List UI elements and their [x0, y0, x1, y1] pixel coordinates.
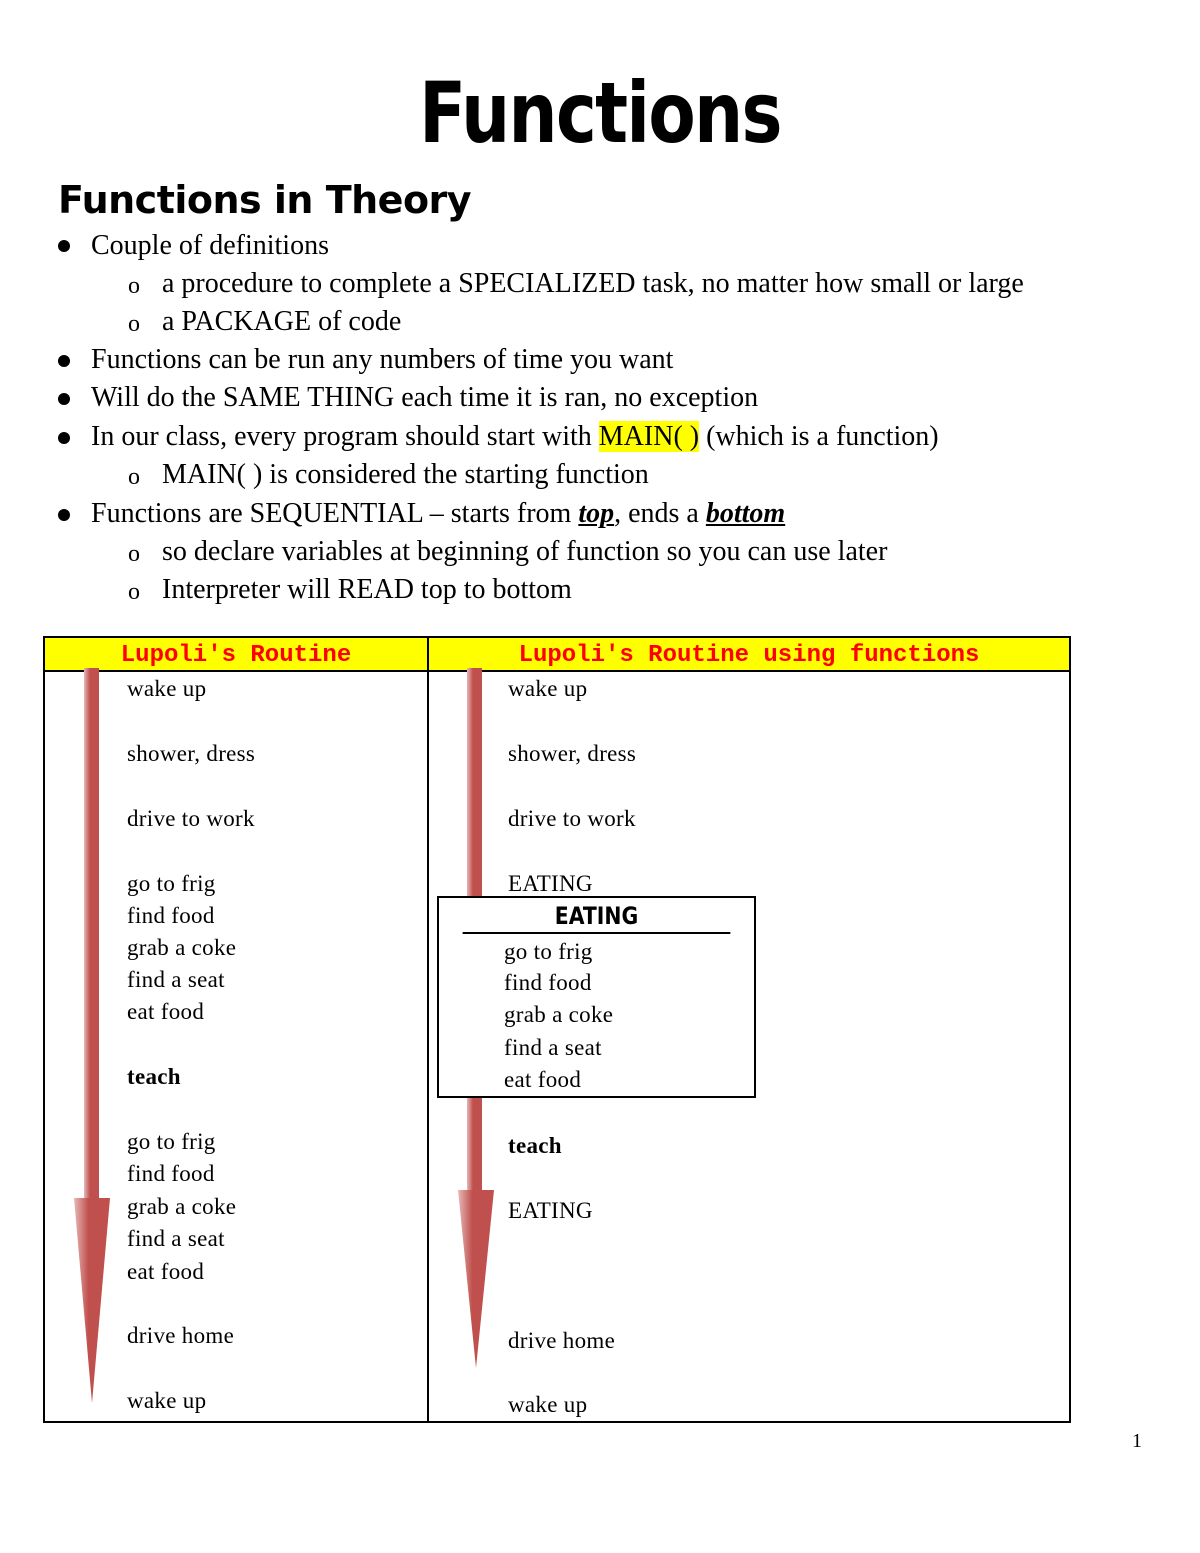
- emphasis-bottom: bottom: [705, 498, 786, 529]
- bullet-icon: [58, 355, 70, 367]
- eating-box-title: EATING: [463, 898, 731, 934]
- routine-step: find a seat: [127, 1226, 225, 1251]
- sub-bullet-icon: o: [128, 311, 140, 337]
- routine-step: find food: [127, 1161, 215, 1186]
- routine-step: grab a coke: [127, 935, 237, 960]
- sub-bullet-icon: o: [128, 579, 140, 605]
- col1-header: Lupoli's Routine: [45, 638, 427, 672]
- down-arrow-icon: [70, 668, 120, 1408]
- routine-step: go to frig: [127, 1129, 216, 1154]
- routine-step: drive to work: [127, 806, 255, 831]
- column-divider: [427, 638, 429, 1421]
- list-item: MAIN( ) is considered the starting function: [162, 459, 649, 490]
- bullet-icon: [58, 432, 70, 444]
- routine-step: shower, dress: [127, 741, 256, 766]
- list-item: a procedure to complete a SPECIALIZED task, no matter how small or large: [162, 268, 1024, 299]
- routine-step-eating: EATING: [508, 871, 593, 896]
- routine-step: find a seat: [127, 967, 225, 992]
- eating-step: grab a coke: [504, 1002, 614, 1027]
- routine-step: teach: [508, 1133, 562, 1158]
- eating-step: find a seat: [504, 1035, 602, 1060]
- list-item: Interpreter will READ top to bottom: [162, 574, 572, 605]
- text-segment: In our class, every program should start with: [91, 421, 599, 452]
- list-item: Couple of definitions: [91, 230, 329, 261]
- eating-function-box: [437, 896, 756, 1098]
- list-item: [91, 495, 785, 533]
- routine-step: wake up: [127, 676, 207, 701]
- sub-bullet-icon: o: [128, 541, 140, 567]
- routine-step: eat food: [127, 999, 205, 1024]
- highlighted-main: MAIN( ): [598, 421, 700, 452]
- routine-step: wake up: [508, 1392, 588, 1417]
- bullet-icon: [58, 240, 70, 252]
- section-heading: Functions in Theory: [58, 178, 472, 222]
- routine-step: find food: [127, 903, 215, 928]
- eating-step: go to frig: [504, 939, 593, 964]
- list-item: [91, 418, 939, 456]
- list-item: so declare variables at beginning of function so you can use later: [162, 536, 888, 567]
- routine-step: shower, dress: [508, 741, 637, 766]
- routine-step-eating: EATING: [508, 1198, 593, 1223]
- routine-step: drive home: [508, 1328, 616, 1353]
- list-item: a PACKAGE of code: [162, 306, 402, 337]
- page-title: Functions: [419, 64, 781, 162]
- text-segment: (which is a function): [699, 421, 939, 452]
- eating-step: eat food: [504, 1067, 582, 1092]
- page-number: 1: [1132, 1430, 1142, 1452]
- routine-step: go to frig: [127, 871, 216, 896]
- col2-header: Lupoli's Routine using functions: [429, 638, 1069, 672]
- routine-step: wake up: [127, 1388, 207, 1413]
- text-segment: , ends a: [614, 498, 706, 529]
- bullet-icon: [58, 393, 70, 405]
- text-segment: Functions are SEQUENTIAL – starts from: [91, 498, 579, 529]
- routine-step: drive to work: [508, 806, 636, 831]
- routine-step: grab a coke: [127, 1194, 237, 1219]
- emphasis-top: top: [578, 498, 615, 529]
- routine-step: teach: [127, 1064, 181, 1089]
- list-item: Functions can be run any numbers of time you want: [91, 344, 674, 375]
- list-item: Will do the SAME THING each time it is ran, no exception: [91, 382, 759, 413]
- routine-step: wake up: [508, 676, 588, 701]
- sub-bullet-icon: o: [128, 273, 140, 299]
- sub-bullet-icon: o: [128, 464, 140, 490]
- bullet-icon: [58, 509, 70, 521]
- routine-step: eat food: [127, 1259, 205, 1284]
- routine-step: drive home: [127, 1323, 235, 1348]
- eating-step: find food: [504, 970, 592, 995]
